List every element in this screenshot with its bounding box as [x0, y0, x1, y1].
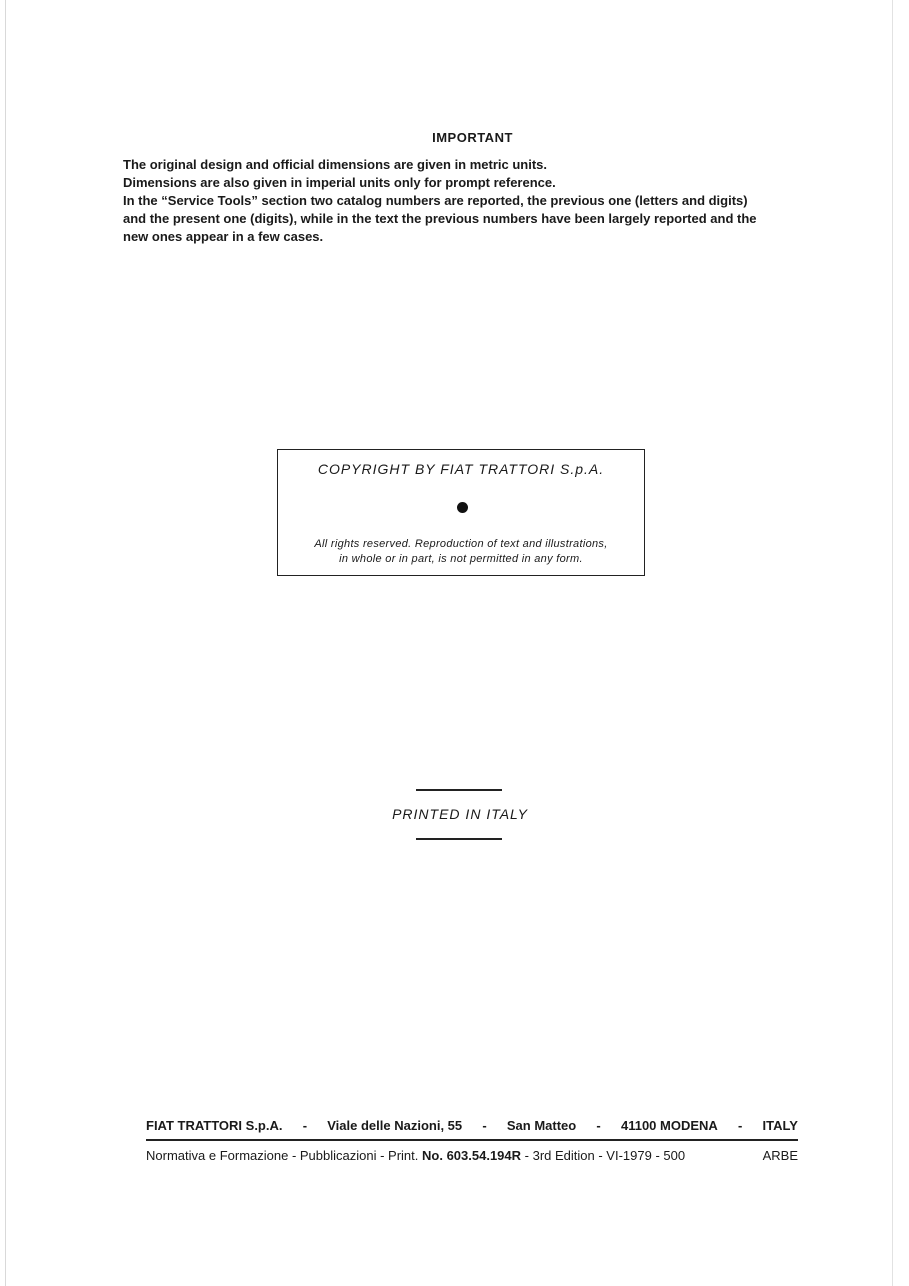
important-heading: IMPORTANT: [432, 130, 513, 145]
page-edge-left: [5, 0, 6, 1286]
publication-edition: - 3rd Edition - VI-1979 - 500: [524, 1148, 686, 1163]
footer-publication-info: [146, 1148, 798, 1163]
notice-line: In the “Service Tools” section two catalog numbers are reported, the previous one (letters and digits): [123, 193, 748, 208]
country: ITALY: [762, 1118, 798, 1133]
copyright-title: COPYRIGHT BY FIAT TRATTORI S.p.A.: [317, 461, 605, 477]
printed-rule-bottom: [416, 838, 502, 840]
street-address: Viale delle Nazioni, 55: [327, 1118, 463, 1133]
notice-line: Dimensions are also given in imperial units only for prompt reference.: [123, 175, 556, 190]
company-name: FIAT TRATTORI S.p.A.: [146, 1118, 283, 1133]
printed-in-italy: PRINTED IN ITALY: [392, 806, 528, 822]
publication-prefix: Normativa e Formazione - Pubblicazioni - Print.: [146, 1148, 419, 1163]
footer-rule: [146, 1139, 798, 1141]
page-edge-right: [892, 0, 893, 1286]
footer-company-address: [146, 1118, 798, 1133]
postal-city: 41100 MODENA: [620, 1118, 718, 1133]
printed-rule-top: [416, 789, 502, 791]
separator: -: [482, 1118, 487, 1133]
bullet-dot-icon: [457, 502, 468, 513]
publication-number: No. 603.54.194R: [422, 1148, 522, 1163]
notice-line: and the present one (digits), while in the text the previous numbers have been largely reported and the: [123, 211, 757, 226]
important-notice: [123, 156, 828, 246]
notice-line: new ones appear in a few cases.: [123, 229, 324, 244]
copyright-box: [277, 449, 645, 576]
separator: -: [596, 1118, 601, 1133]
rights-line: All rights reserved. Reproduction of text and illustrations,: [314, 538, 608, 550]
separator: -: [302, 1118, 308, 1133]
separator: -: [738, 1118, 743, 1133]
notice-line: The original design and official dimensions are given in metric units.: [123, 157, 548, 172]
district: San Matteo: [506, 1118, 577, 1133]
rights-line: in whole or in part, is not permitted in any form.: [339, 553, 583, 565]
printer-name: ARBE: [762, 1148, 798, 1163]
rights-notice: [278, 537, 644, 567]
